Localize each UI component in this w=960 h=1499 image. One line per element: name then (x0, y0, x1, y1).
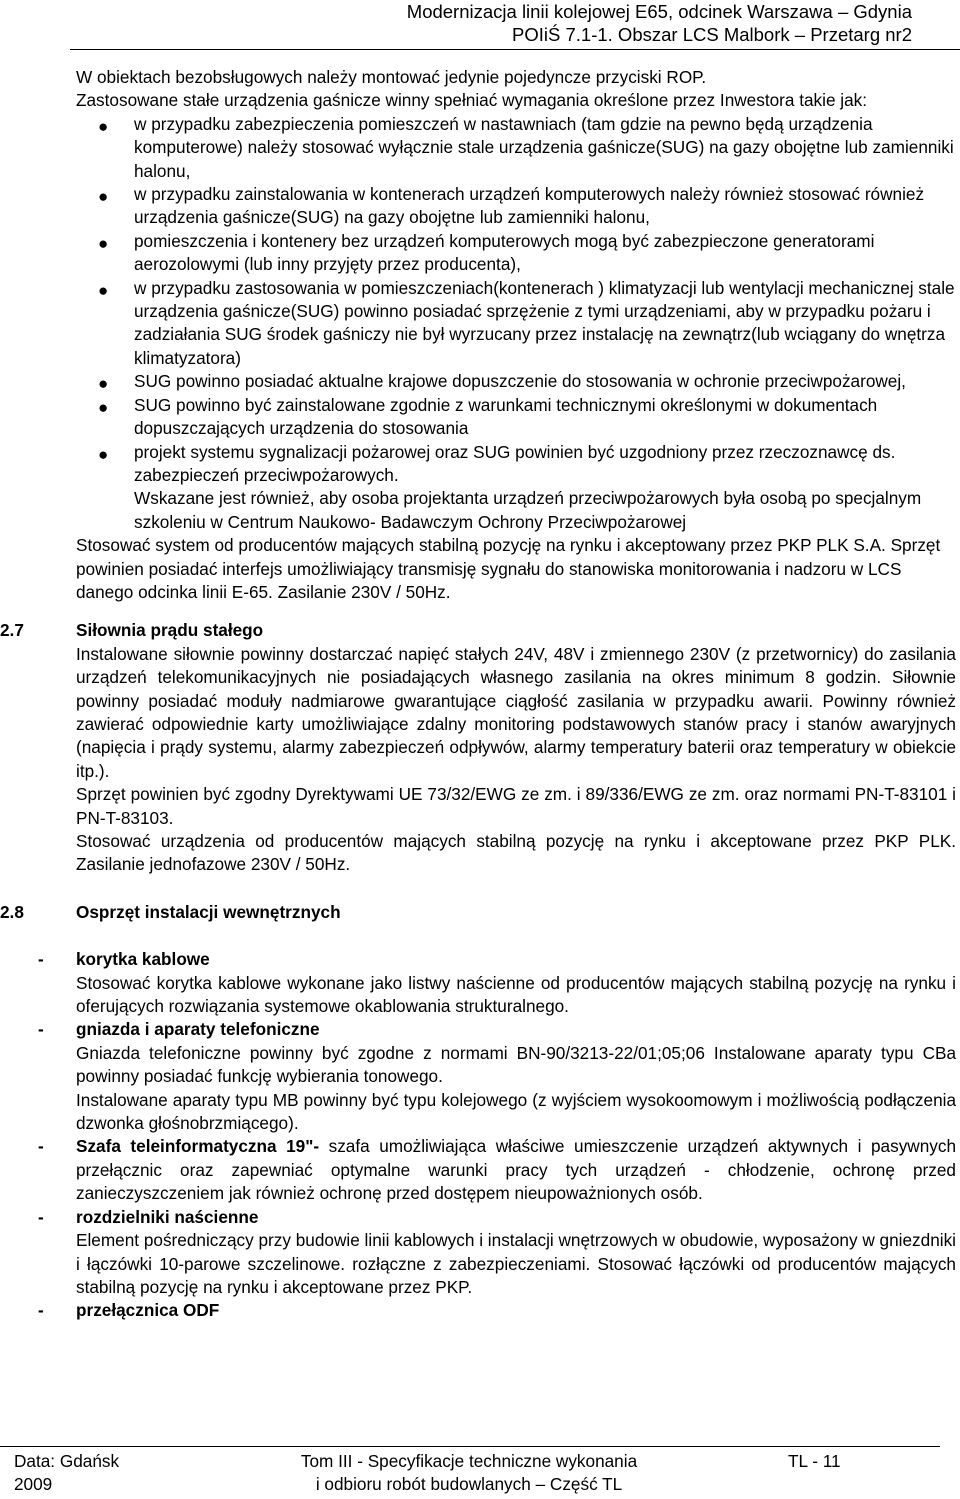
item-title: przełącznica ODF (76, 1300, 220, 1321)
section-title: Siłownia prądu stałego (76, 620, 264, 641)
item-title: korytka kablowe (76, 949, 210, 970)
list-item: - Szafa teleinformatyczna 19"- szafa umożliwiająca właściwe umieszczenie urządzeń aktywnych i pasywnych przełącznic oraz zapewniać optymalne warunki pracy tych urządzeń - chłodzenie, ochronę przed zanieczyszczeniem jak również ochronę przed dostępem nieupoważnionych osób. (76, 1135, 956, 1205)
section-paragraph: Instalowane siłownie powinny dostarczać napięć stałych 24V, 48V i zmiennego 230V (z przetwornicy) do zasilania urządzeń telekomunikacyjnych nie posiadających własnego zasilania na okres minimum 8 godzin. Siłownie powinny posiadać moduły nadmiarowe gwarantujące ciągłość zasilania w przypadku awarii. Powinny również zawierać odpowiednie karty umożliwiające zdalny monitoring podstawowych stanów pracy i stanów awaryjnych (napięcia i prądy systemu, alarmy zabezpieczeń odpływów, alarmy temperatury baterii oraz temperatury w obiekcie itp.). (76, 643, 956, 781)
bullet-icon: ● (98, 280, 109, 300)
page-header (407, 0, 912, 46)
page-number: TL - 11 (788, 1451, 841, 1471)
item-text: Element pośredniczący przy budowie linii kablowych i instalacji wnętrzowych w obudowie, wyposażony w gniezdniki i łączówki 10-parowe szczelinowe. rozłączne z zabezpieczeniami. Stosować łączówki od producentów mających stabilną pozycję na rynku i akceptowane przez PKP. (76, 1230, 956, 1297)
list-item: - rozdzielniki naścienne Element pośredniczący przy budowie linii kablowych i instalacji wnętrzowych w obudowie, wyposażony w gniezdniki i łączówki 10-parowe szczelinowe. rozłączne z zabezpieczeniami. Stosować łączówki od producentów mających stabilną pozycję na rynku i akceptowane przez PKP. (76, 1206, 956, 1300)
item-title: Szafa teleinformatyczna 19 (76, 1136, 306, 1157)
list-item: ● w przypadku zastosowania w pomieszczeniach(kontenerach ) klimatyzacji lub wentylacji mechanicznej stale urządzenia gaśnicze(SUG) powinno posiadać sprzężenie z tymi urządzeniami, aby w przypadku pożaru i zadziałania SUG środek gaśniczy nie był wyrzucany przez instalację na zewnątrz(lub wciągany do wnętrza klimatyzatora) (98, 277, 955, 368)
item-text: Instalowane aparaty typu MB powinny być typu kolejowego (z wyjściem wysokoomowym i możliwością podłączenia dzwonka głośnobrzmiącego). (76, 1089, 956, 1134)
item-text: Gniazda telefoniczne powinny być zgodne z normami BN-90/3213-22/01;05;06 Instalowane aparaty typu CBa powinny posiadać funkcję wybierania tonowego. (76, 1042, 956, 1087)
intro-paragraph-2: Zastosowane stałe urządzenia gaśnicze winny spełniać wymagania określone przez Inwestora takie jak: (76, 90, 868, 111)
section-title: Osprzęt instalacji wewnętrznych (76, 901, 341, 922)
item-title: gniazda i aparaty telefoniczne (76, 1019, 320, 1040)
system-paragraph: Stosować system od producentów mających stabilną pozycję na rynku i akceptowany przez PKP PLK S.A. Sprzęt powinien posiadać interfejs umożliwiający transmisję sygnału do stanowiska monitorowania i nadzoru w LCS danego odcinka linii E-65. Zasilanie 230V / 50Hz. (76, 535, 941, 602)
list-item: ● w przypadku zainstalowania w kontenerach urządzeń komputerowych należy również stosować również urządzenia gaśnicze(SUG) na gazy obojętne lub zamienniki halonu, (98, 184, 925, 228)
section-number: 2.7 (0, 620, 24, 641)
footer-volume-title: Tom III - Specyfikacje techniczne wykonania i odbioru robót budowlanych – Część TL (300, 1451, 638, 1494)
footer-date: Data: Gdańsk 2009 (14, 1451, 120, 1494)
document-body (0, 66, 957, 1323)
requirements-list (76, 113, 956, 488)
intro-paragraph-1: W obiektach bezobsługowych należy montować jedynie pojedyncze przyciski ROP. (76, 67, 707, 87)
item-text: Stosować korytka kablowe wykonane jako listwy naścienne od producentów mających stabilną pozycję na rynku i oferujących rozwiązania systemowe okablowania strukturalnego. (76, 972, 956, 1017)
section-number: 2.8 (0, 901, 24, 922)
list-item: ● SUG powinno posiadać aktualne krajowe dopuszczenie do stosowania w ochronie przeciwpożarowej, (76, 370, 956, 393)
header-line-1: Modernizacja linii kolejowej E65, odcinek Warszawa – Gdynia (406, 1, 912, 22)
bullet-icon: ● (98, 116, 109, 136)
header-line-2: POIiŚ 7.1-1. Obszar LCS Malbork – Przetarg nr2 (512, 24, 912, 45)
list-item: ● projekt systemu sygnalizacji pożarowej oraz SUG powinien być uzgodniony przez rzeczoznawcę ds. zabezpieczeń przeciwpożarowych. (98, 441, 896, 485)
list-item: ● pomieszczenia i kontenery bez urządzeń komputerowych mogą być zabezpieczone generatorami aerozolowymi (lub inny przyjęty przez producenta), (98, 230, 875, 275)
bullet-icon: ● (98, 444, 109, 464)
bullet-icon: ● (98, 187, 109, 207)
section-heading-2-7 (0, 619, 956, 642)
item-text: Szafa teleinformatyczna 19"- szafa umożliwiająca właściwe umieszczenie urządzeń aktywnych i pasywnych przełącznic oraz zapewniać optymalne warunki pracy tych urządzeń - chłodzenie, ochronę przed zanieczyszczeniem jak również ochronę przed dostępem nieupoważnionych osób. (76, 1136, 957, 1204)
footer-rule (0, 1446, 940, 1447)
training-paragraph: Wskazane jest również, aby osoba projektanta urządzeń przeciwpożarowych była osobą po specjalnym szkoleniu w Centrum Naukowo- Badawczym Ochrony Przeciwpożarowej (134, 488, 922, 532)
list-item: ● w przypadku zabezpieczenia pomieszczeń w nastawniach (tam gdzie na pewno będą urządzenia komputerowe) należy stosować wyłącznie stale urządzenia gaśnicze(SUG) na gazy obojętne lub zamienniki halonu, (98, 113, 954, 181)
bullet-icon: ● (98, 233, 109, 253)
list-item: - gniazda i aparaty telefoniczne Gniazda telefoniczne powinny być zgodne z normami BN-90/3213-22/01;05;06 Instalowane aparaty typu CBa powinny posiadać funkcję wybierania tonowego. Instalowane aparaty typu MB powinny być typu kolejowego (z wyjściem wysokoomowym i możliwością podłączenia dzwonka głośnobrzmiącego). (76, 1018, 956, 1135)
section-paragraph: Stosować urządzenia od producentów mających stabilną pozycję na rynku i akceptowane przez PKP PLK. Zasilanie jednofazowe 230V / 50Hz. (76, 831, 956, 875)
list-item: - korytka kablowe Stosować korytka kablowe wykonane jako listwy naścienne od producentów mających stabilną pozycję na rynku i oferujących rozwiązania systemowe okablowania strukturalnego. (76, 948, 956, 1018)
header-rule (70, 49, 960, 50)
section-paragraph: Sprzęt powinien być zgodny Dyrektywami UE 73/32/EWG ze zm. i 89/336/EWG ze zm. oraz normami PN-T-83101 i PN-T-83103. (76, 784, 956, 828)
list-item: ● SUG powinno być zainstalowane zgodnie z warunkami technicznymi określonymi w dokumentach dopuszczających urządzenia do stosowania (98, 394, 878, 439)
bullet-icon: ● (98, 374, 109, 394)
bullet-icon: ● (98, 397, 109, 417)
list-item: - przełącznica ODF (76, 1299, 956, 1322)
item-title: rozdzielniki naścienne (76, 1206, 259, 1227)
section-heading-2-8 (0, 901, 956, 924)
